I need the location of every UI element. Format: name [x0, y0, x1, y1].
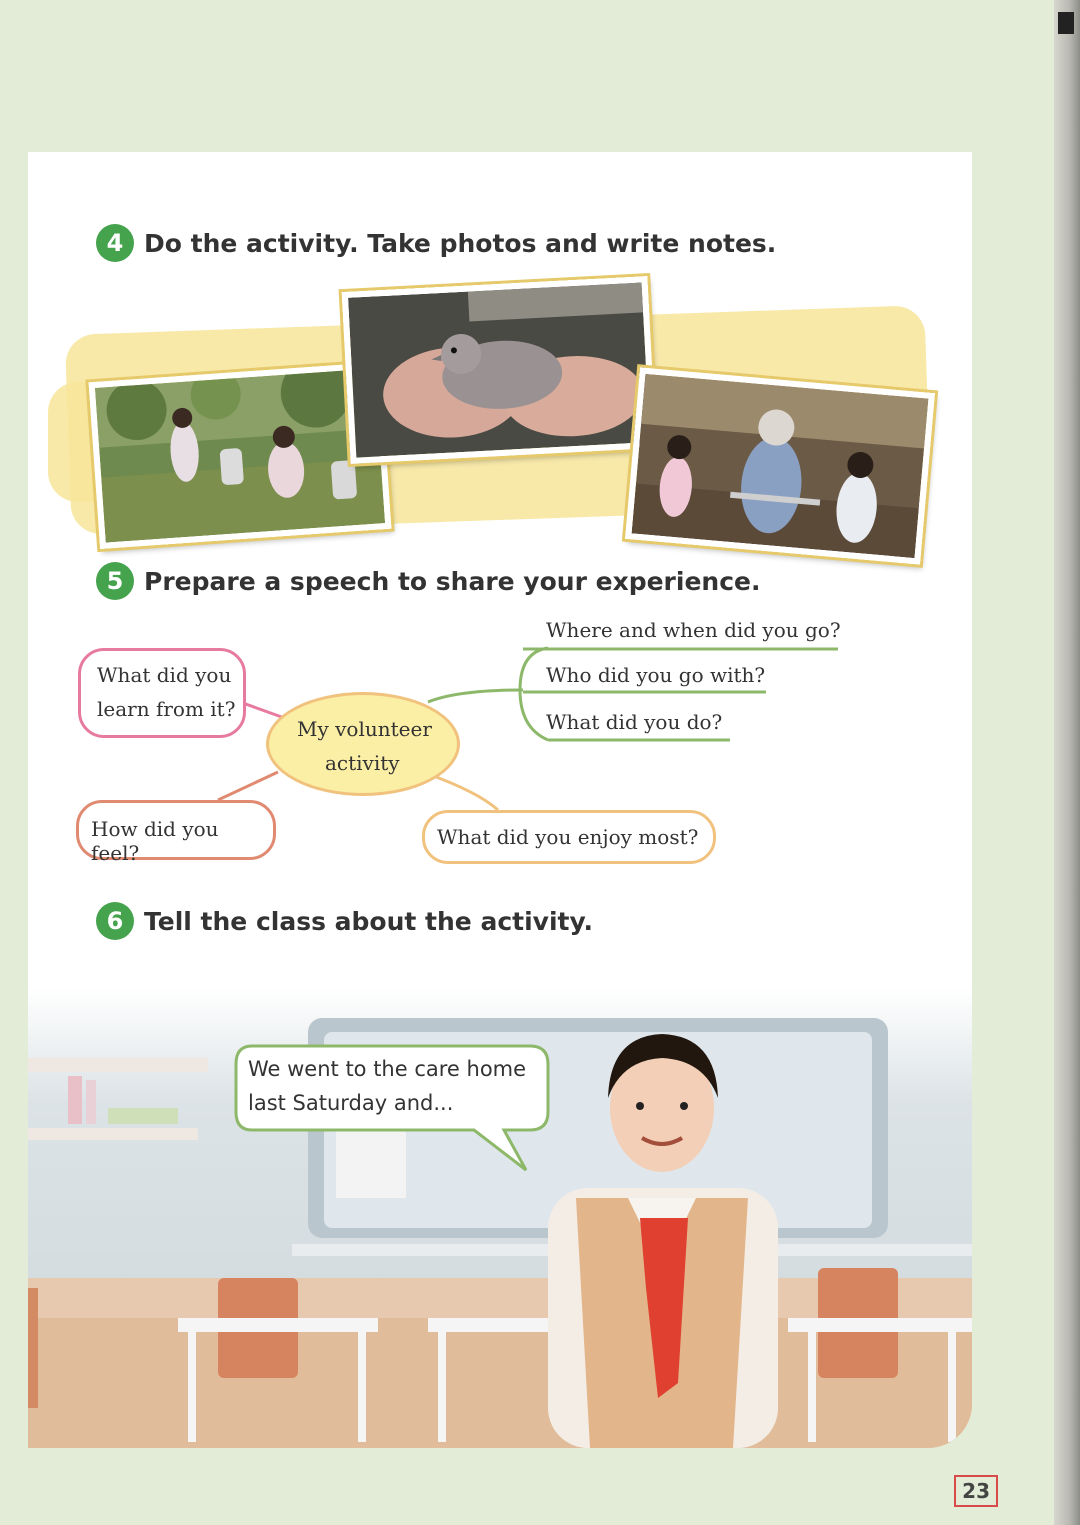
- mindmap-learn-line1: What did you: [97, 663, 232, 687]
- page-edge-mark: [1058, 12, 1074, 34]
- content-panel: [28, 152, 972, 1448]
- mindmap-center-line2: activity: [325, 751, 400, 775]
- mindmap-learn-bubble: [78, 648, 246, 738]
- mindmap-who-text: Who did you go with?: [546, 663, 766, 687]
- page-number: 23: [954, 1475, 998, 1507]
- speech-line1: We went to the care home: [248, 1057, 527, 1081]
- section-5-badge: 5: [96, 562, 134, 600]
- speech-bubble: [248, 1052, 526, 1120]
- mindmap-enjoy-text: What did you enjoy most?: [437, 825, 699, 849]
- section-6-badge: 6: [96, 902, 134, 940]
- section-4-badge: 4: [96, 224, 134, 262]
- section-6-title: Tell the class about the activity.: [144, 906, 593, 936]
- section-5-title: Prepare a speech to share your experience.: [144, 566, 761, 596]
- mindmap-enjoy-bubble: [422, 810, 716, 864]
- section-4-title: Do the activity. Take photos and write notes.: [144, 228, 777, 258]
- mindmap-feel-text: How did you feel?: [91, 817, 219, 865]
- mindmap-what-text: What did you do?: [546, 710, 723, 734]
- mindmap-where-text: Where and when did you go?: [546, 618, 841, 642]
- mindmap-center-line1: My volunteer: [297, 717, 432, 741]
- section-6-heading: [96, 902, 593, 940]
- page-edge: [1054, 0, 1080, 1525]
- speech-line2: last Saturday and...: [248, 1091, 454, 1115]
- mindmap-learn-line2: learn from it?: [97, 697, 236, 721]
- mindmap-center-bubble: [266, 692, 460, 796]
- mindmap-feel-bubble: [76, 800, 276, 865]
- mindmap-connectors: [28, 152, 972, 912]
